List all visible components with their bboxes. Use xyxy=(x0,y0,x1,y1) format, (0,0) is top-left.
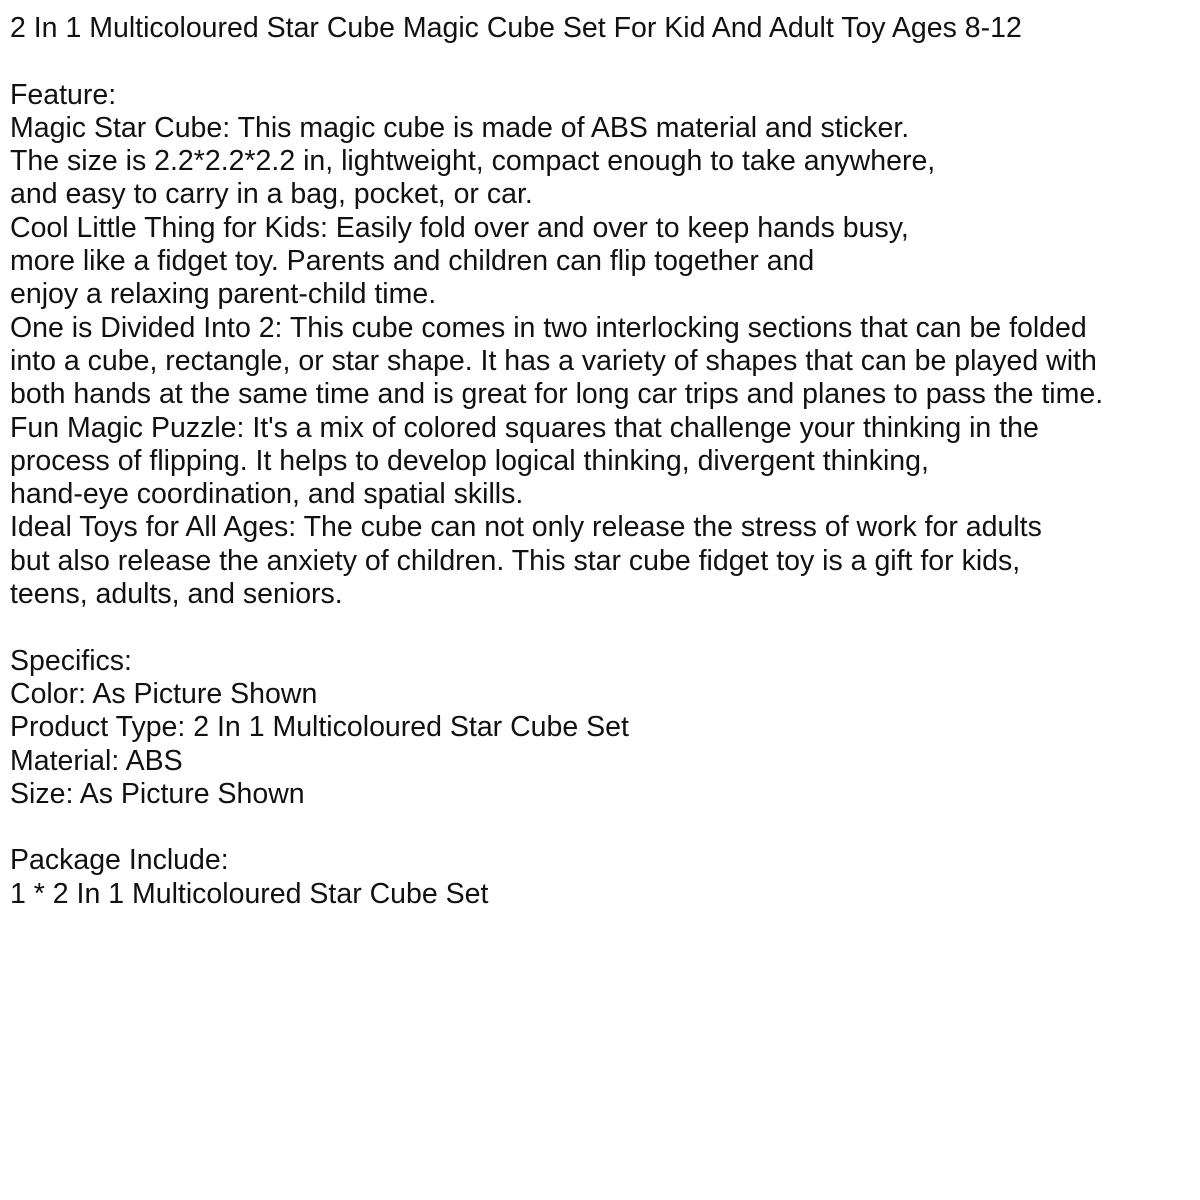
specifics-line: Size: As Picture Shown xyxy=(10,777,305,810)
specifics-line: Color: As Picture Shown xyxy=(10,677,318,710)
feature-line: but also release the anxiety of children. This star cube fidget toy is a gift for kids, xyxy=(10,544,1021,577)
feature-line: One is Divided Into 2: This cube comes in two interlocking sections that can be folded xyxy=(10,311,1087,344)
feature-line: process of flipping. It helps to develop logical thinking, divergent thinking, xyxy=(10,444,929,477)
feature-line: teens, adults, and seniors. xyxy=(10,578,343,611)
feature-line: and easy to carry in a bag, pocket, or car. xyxy=(10,178,533,211)
feature-line: Fun Magic Puzzle: It's a mix of colored squares that challenge your thinking in the xyxy=(10,411,1039,444)
spacer xyxy=(10,611,1195,644)
spacer xyxy=(10,811,1195,844)
feature-line: hand-eye coordination, and spatial skills. xyxy=(10,478,524,511)
feature-heading: Feature: xyxy=(10,78,117,111)
package-line: 1 * 2 In 1 Multicoloured Star Cube Set xyxy=(10,877,489,910)
feature-line: Cool Little Thing for Kids: Easily fold over and over to keep hands busy, xyxy=(10,211,909,244)
feature-line: more like a fidget toy. Parents and children can flip together and xyxy=(10,245,815,278)
feature-line: Magic Star Cube: This magic cube is made of ABS material and sticker. xyxy=(10,111,910,144)
feature-line: into a cube, rectangle, or star shape. It has a variety of shapes that can be played with xyxy=(10,344,1097,377)
product-description xyxy=(10,12,1195,911)
product-title: 2 In 1 Multicoloured Star Cube Magic Cube Set For Kid And Adult Toy Ages 8-12 xyxy=(10,12,1022,44)
specifics-line: Material: ABS xyxy=(10,744,183,777)
feature-line: Ideal Toys for All Ages: The cube can not only release the stress of work for adults xyxy=(10,511,1042,544)
spacer xyxy=(10,45,1195,78)
feature-line: The size is 2.2*2.2*2.2 in, lightweight, compact enough to take anywhere, xyxy=(10,145,936,178)
feature-line: both hands at the same time and is great for long car trips and planes to pass the time. xyxy=(10,378,1104,411)
specifics-line: Product Type: 2 In 1 Multicoloured Star Cube Set xyxy=(10,711,629,744)
package-heading: Package Include: xyxy=(10,844,229,877)
specifics-heading: Specifics: xyxy=(10,644,132,677)
feature-line: enjoy a relaxing parent-child time. xyxy=(10,278,437,311)
